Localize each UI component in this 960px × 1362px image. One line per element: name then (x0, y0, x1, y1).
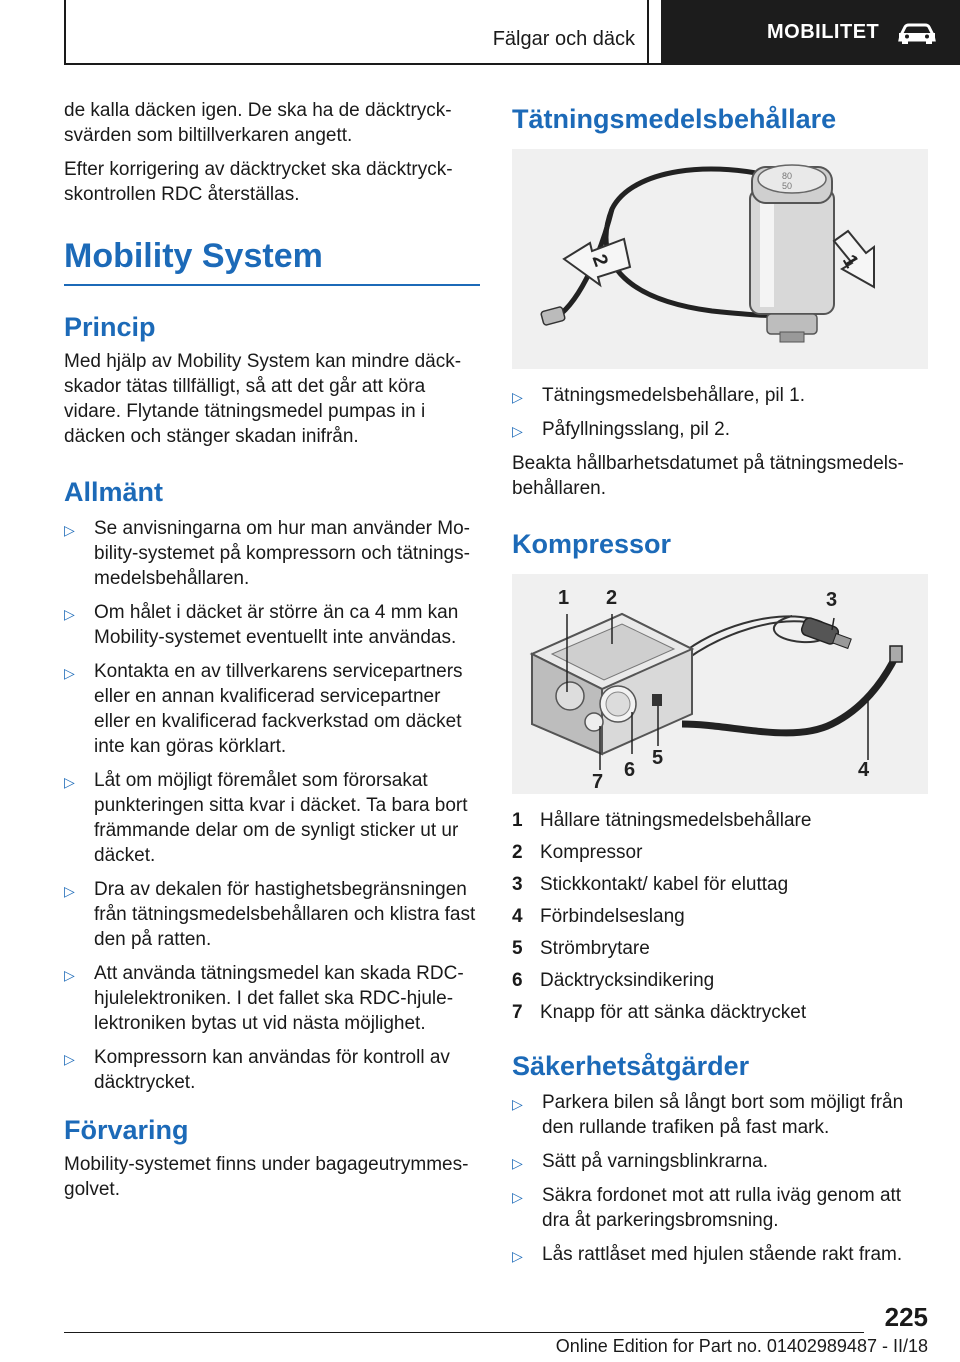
list-item: ▷ Säkra fordonet mot att rulla iväg genom att dra åt parkeringsbromsning. (512, 1185, 902, 1231)
triangle-bullet-icon: ▷ (512, 1189, 523, 1205)
footer-edition: Online Edition for Part no. 01402989487 - II/18 (555, 1336, 928, 1356)
list-item: 6 Däcktrycksindikering (512, 970, 715, 991)
list-item: ▷ Dra av dekalen för hastighetsbegränsningen från tätningsmedelsbehållaren och klistra fast den på ratten. (64, 879, 476, 950)
gauge-label-80: 80 (782, 171, 793, 181)
allmant-heading: Allmänt (64, 477, 164, 507)
tatning-note: Beakta hållbarhetsdatumet på tätningsmedelsbehållaren. (512, 453, 904, 499)
list-item: ▷ Lås rattlåset med hjulen stående rakt fram. (512, 1242, 928, 1267)
triangle-bullet-icon: ▷ (512, 1096, 523, 1112)
triangle-bullet-icon: ▷ (64, 522, 75, 538)
callout-1: 1 (558, 587, 570, 609)
list-item: ▷ Tätningsmedelsbehållare, pil 1. (512, 383, 928, 408)
callout-7: 7 (592, 771, 604, 793)
header-chapter-tab (661, 0, 960, 65)
triangle-bullet-icon: ▷ (512, 389, 523, 405)
list-item: ▷ Sätt på varningsblinkrarna. (512, 1149, 928, 1174)
forvaring-heading: Förvaring (64, 1115, 189, 1145)
list-item: 1 Hållare tätningsmedelsbehållare (512, 810, 812, 831)
triangle-bullet-icon: ▷ (64, 665, 75, 681)
list-item: 2 Kompressor (512, 842, 643, 863)
allmant-list (64, 516, 480, 1095)
triangle-bullet-icon: ▷ (64, 1051, 75, 1067)
triangle-bullet-icon: ▷ (64, 774, 75, 790)
triangle-bullet-icon: ▷ (512, 1248, 523, 1264)
left-column (64, 98, 480, 1211)
forvaring-text: Mobility-systemet finns under bagageutrymmesgolvet. (64, 1154, 469, 1200)
compressor-drawing (512, 574, 928, 794)
list-item: ▷ Kontakta en av tillverkarens servicepartners eller en annan kvalificerad servicepartner eller en kvalificerad fackverkstad om däcket inte kan göras körklart. (64, 661, 463, 757)
kompressor-legend (512, 808, 928, 1025)
sakerhet-list (512, 1090, 928, 1267)
list-item: ▷ Om hålet i däcket är större än ca 4 mm kan Mobility-systemet eventuellt inte användas. (64, 602, 459, 648)
sakerhet-heading: Säkerhetsåtgärder (512, 1051, 750, 1081)
intro-paragraph-2: Efter korrigering av däcktrycket ska däcktryckskontrollen RDC återställas. (64, 159, 453, 205)
princip-heading: Princip (64, 312, 156, 342)
car-icon (897, 21, 937, 45)
list-item: 4 Förbindelseslang (512, 906, 685, 927)
callout-3: 3 (826, 589, 838, 611)
callout-6: 6 (624, 759, 636, 781)
chapter-title: Mobility System (64, 237, 480, 286)
triangle-bullet-icon: ▷ (64, 883, 75, 899)
sealant-container-illustration (512, 149, 928, 369)
list-item: 3 Stickkontakt/ kabel för eluttag (512, 874, 789, 895)
callout-2: 2 (606, 587, 618, 609)
footer-rule (64, 1332, 864, 1333)
arrow-2-label: 2 (587, 251, 613, 270)
tatning-heading: Tätningsmedelsbehållare (512, 104, 837, 134)
list-item: 5 Strömbrytare (512, 938, 650, 959)
list-item: ▷ Kompressorn kan användas för kontroll av däcktrycket. (64, 1047, 450, 1093)
triangle-bullet-icon: ▷ (64, 606, 75, 622)
header-section-title: Fälgar och däck (492, 28, 635, 50)
list-item: ▷ Låt om möjligt föremålet som förorsakat punkteringen sitta kvar i däcket. Ta bara bort främmande delar om de synligt sticker ut ur däcket. (64, 770, 468, 866)
list-item: ▷ Påfyllningsslang, pil 2. (512, 417, 928, 442)
list-item: 7 Knapp för att sänka däcktrycket (512, 1002, 807, 1023)
page-number: 225 (884, 1302, 928, 1332)
gauge-label-50: 50 (782, 181, 793, 191)
triangle-bullet-icon: ▷ (512, 1155, 523, 1171)
arrow-1-label: 1 (837, 251, 863, 272)
sealant-container-drawing (512, 149, 928, 369)
triangle-bullet-icon: ▷ (512, 423, 523, 439)
callout-5: 5 (652, 747, 664, 769)
right-column (512, 98, 928, 1276)
list-item: ▷ Att använda tätningsmedel kan skada RDC-hjulelektroniken. I det fallet ska RDC-hjulelektroniken bytas ut vid nästa möjlighet. (64, 963, 464, 1034)
triangle-bullet-icon: ▷ (64, 967, 75, 983)
kompressor-heading: Kompressor (512, 529, 672, 559)
header-chapter-title: MOBILITET (767, 21, 880, 43)
princip-text: Med hjälp av Mobility System kan mindre däckskador tätas tillfälligt, så att det går att köra vidare. Flytande tätningsmedel pumpas in i däcken och stänger skadan inifrån. (64, 351, 462, 447)
callout-4: 4 (858, 759, 870, 781)
tatning-list (512, 383, 928, 442)
intro-paragraph-1: de kalla däcken igen. De ska ha de däcktrycksvärden som biltillverkaren angett. (64, 100, 452, 146)
compressor-illustration (512, 574, 928, 794)
list-item: ▷ Se anvisningarna om hur man använder Mobility-systemet på kompressorn och tätningsmedelsbehållaren. (64, 518, 470, 589)
list-item: ▷ Parkera bilen så långt bort som möjligt från den rullande trafiken på fast mark. (512, 1092, 904, 1138)
